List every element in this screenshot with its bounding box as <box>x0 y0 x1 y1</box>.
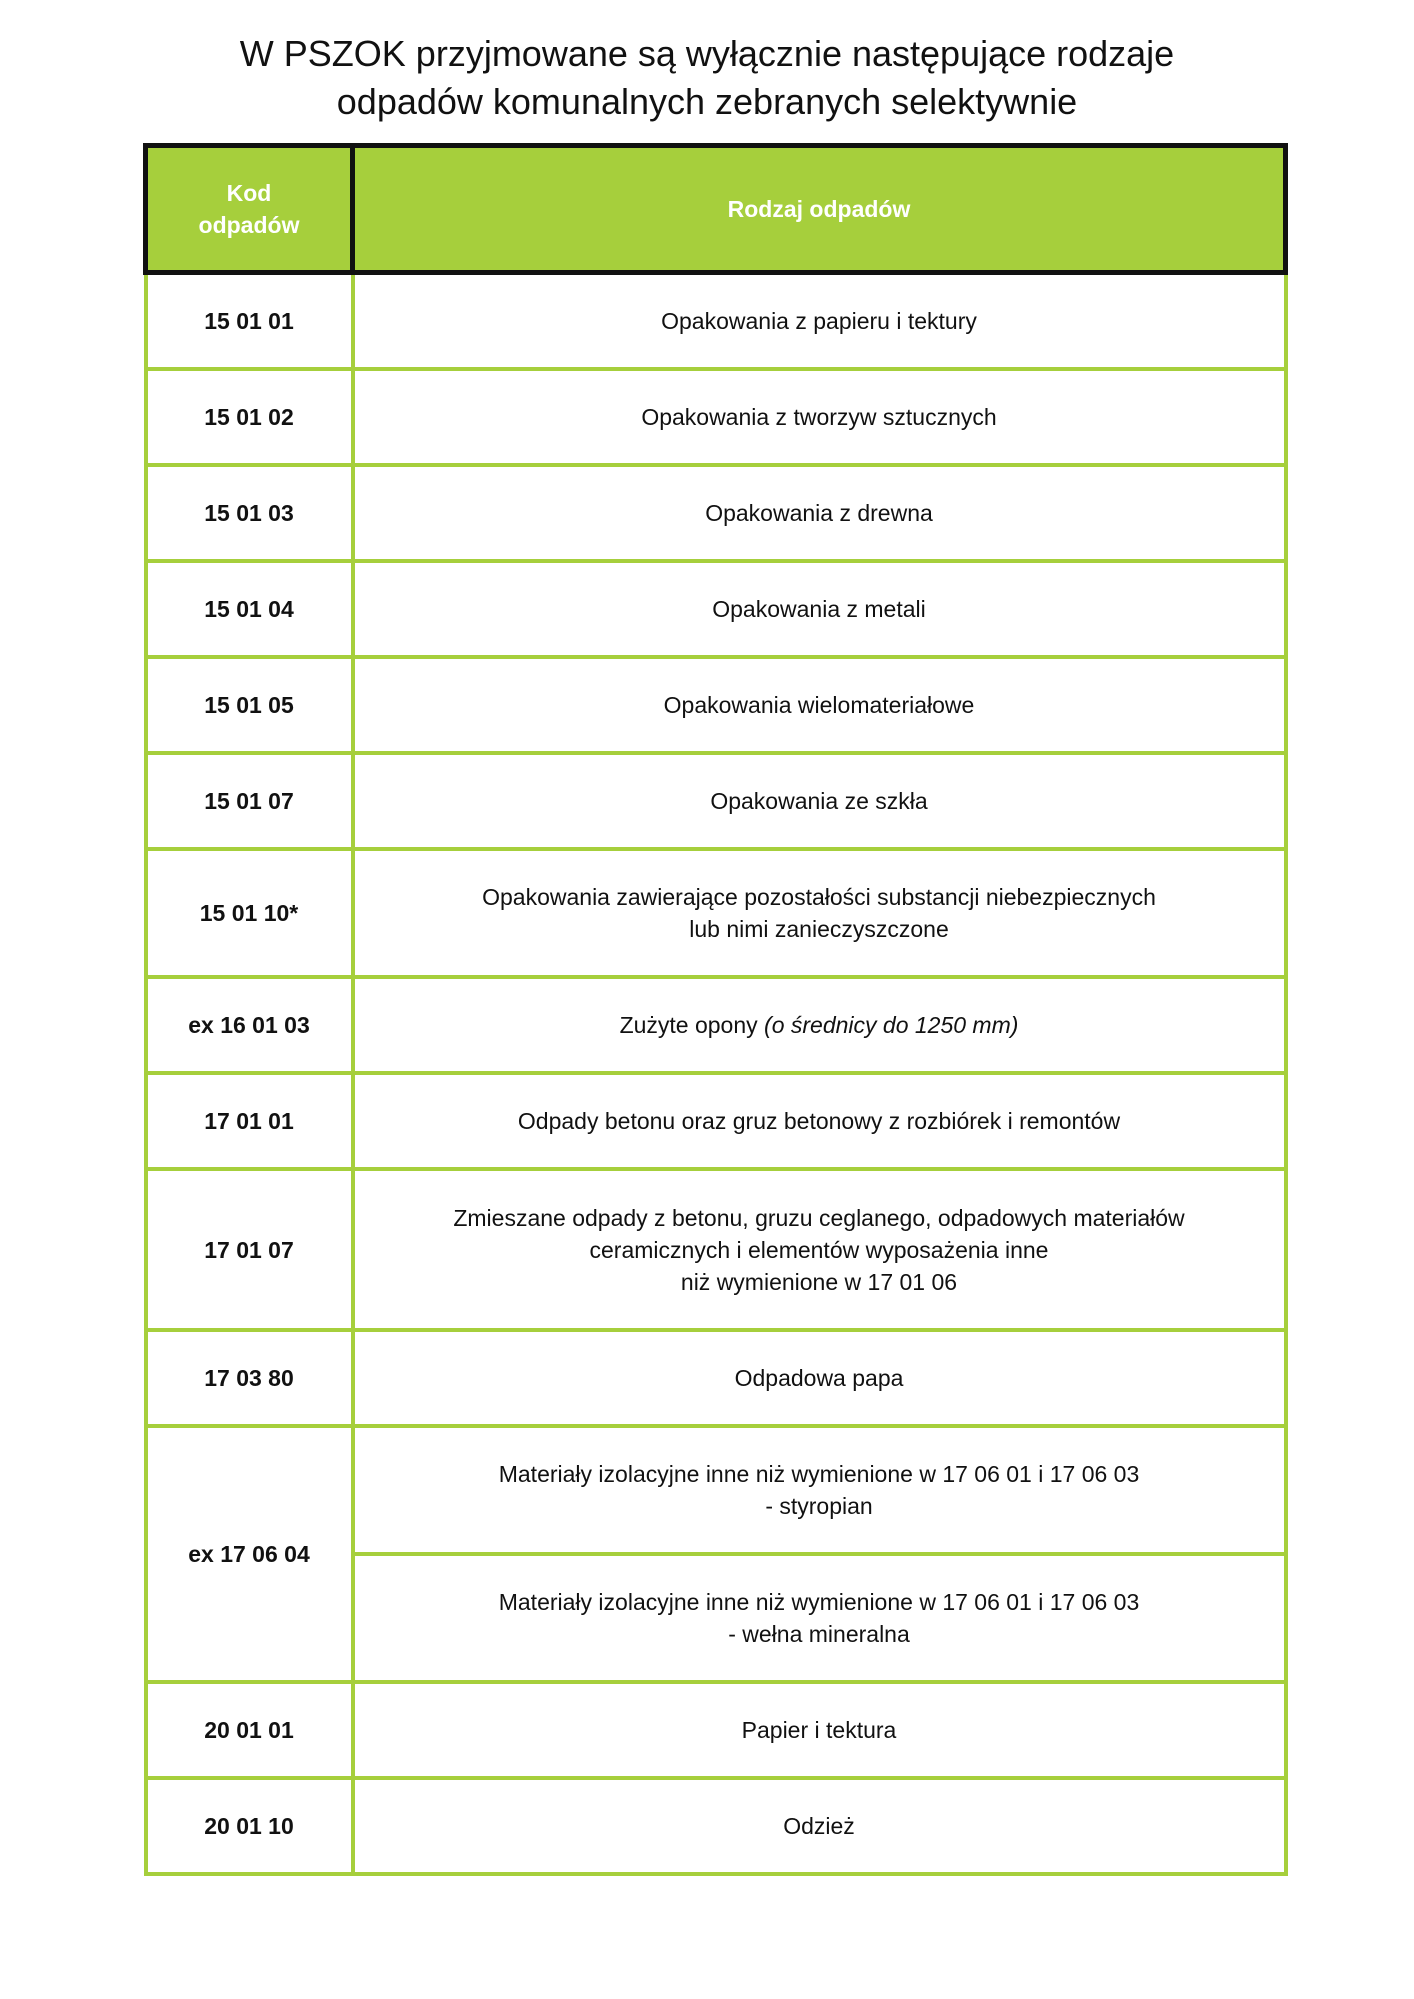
waste-code: 15 01 01 <box>146 273 353 370</box>
waste-type-line: - wełna mineralna <box>728 1621 910 1647</box>
waste-type-line: Opakowania zawierające pozostałości substancji niebezpiecznych <box>482 884 1156 910</box>
page-title-line-1: W PSZOK przyjmowane są wyłącznie następujące rodzaje <box>239 33 1175 74</box>
waste-type: Opakowania z papieru i tektury <box>353 273 1286 370</box>
waste-type: Opakowania wielomateriałowe <box>353 657 1286 753</box>
waste-type <box>353 977 1286 1073</box>
waste-code: 20 01 01 <box>146 1682 353 1778</box>
table-row <box>146 561 1286 657</box>
table-row <box>146 369 1286 465</box>
waste-code: 15 01 05 <box>146 657 353 753</box>
waste-code: 17 03 80 <box>146 1330 353 1426</box>
waste-type: Papier i tektura <box>353 1682 1286 1778</box>
table-row <box>146 657 1286 753</box>
waste-type-line: ceramicznych i elementów wyposażenia inne <box>589 1236 1049 1263</box>
table-row <box>146 1330 1286 1426</box>
table-row <box>146 753 1286 849</box>
waste-type: Opakowania z tworzyw sztucznych <box>353 369 1286 465</box>
waste-type: Odpadowa papa <box>353 1330 1286 1426</box>
table-row <box>146 849 1286 977</box>
waste-code: 15 01 02 <box>146 369 353 465</box>
header-code-line-2: odpadów <box>198 212 300 238</box>
table-header-row <box>146 146 1286 273</box>
waste-code: ex 16 01 03 <box>146 977 353 1073</box>
table-row <box>146 465 1286 561</box>
waste-type <box>353 849 1286 977</box>
waste-code: ex 17 06 04 <box>146 1426 353 1682</box>
waste-table <box>143 143 1288 1876</box>
waste-code: 15 01 10* <box>146 849 353 977</box>
waste-type-line: Materiały izolacyjne inne niż wymienione w 17 06 01 i 17 06 03 <box>498 1461 1140 1487</box>
waste-code: 15 01 03 <box>146 465 353 561</box>
waste-code: 15 01 04 <box>146 561 353 657</box>
table-row <box>146 1169 1286 1330</box>
waste-type <box>353 1426 1286 1554</box>
page-title-line-2: odpadów komunalnych zebranych selektywnie <box>336 81 1078 122</box>
waste-code: 17 01 07 <box>146 1169 353 1330</box>
waste-code: 17 01 01 <box>146 1073 353 1169</box>
table-row <box>146 1426 1286 1554</box>
table-row <box>146 1073 1286 1169</box>
waste-code: 15 01 07 <box>146 753 353 849</box>
header-code <box>146 146 353 273</box>
page-title <box>0 30 1414 126</box>
waste-type-note: (o średnicy do 1250 mm) <box>764 1012 1019 1038</box>
waste-type: Opakowania z drewna <box>353 465 1286 561</box>
table-row <box>146 1778 1286 1874</box>
table-row <box>146 1682 1286 1778</box>
waste-type-line: Materiały izolacyjne inne niż wymienione w 17 06 01 i 17 06 03 <box>498 1589 1140 1615</box>
waste-type: Odpady betonu oraz gruz betonowy z rozbiórek i remontów <box>353 1073 1286 1169</box>
waste-type <box>353 1554 1286 1682</box>
header-type: Rodzaj odpadów <box>353 146 1286 273</box>
table-row <box>146 977 1286 1073</box>
waste-type-text: Zużyte opony <box>619 1012 765 1038</box>
waste-type: Opakowania z metali <box>353 561 1286 657</box>
waste-type: Odzież <box>353 1778 1286 1874</box>
header-code-line-1: Kod <box>226 180 272 206</box>
waste-type-line: niż wymienione w 17 01 06 <box>680 1268 958 1295</box>
waste-type: Opakowania ze szkła <box>353 753 1286 849</box>
waste-type <box>353 1169 1286 1330</box>
table-row <box>146 273 1286 370</box>
waste-type-line: lub nimi zanieczyszczone <box>689 916 949 942</box>
waste-type-line: Zmieszane odpady z betonu, gruzu ceglanego, odpadowych materiałów <box>453 1204 1185 1231</box>
waste-type-line: - styropian <box>765 1493 873 1519</box>
waste-code: 20 01 10 <box>146 1778 353 1874</box>
